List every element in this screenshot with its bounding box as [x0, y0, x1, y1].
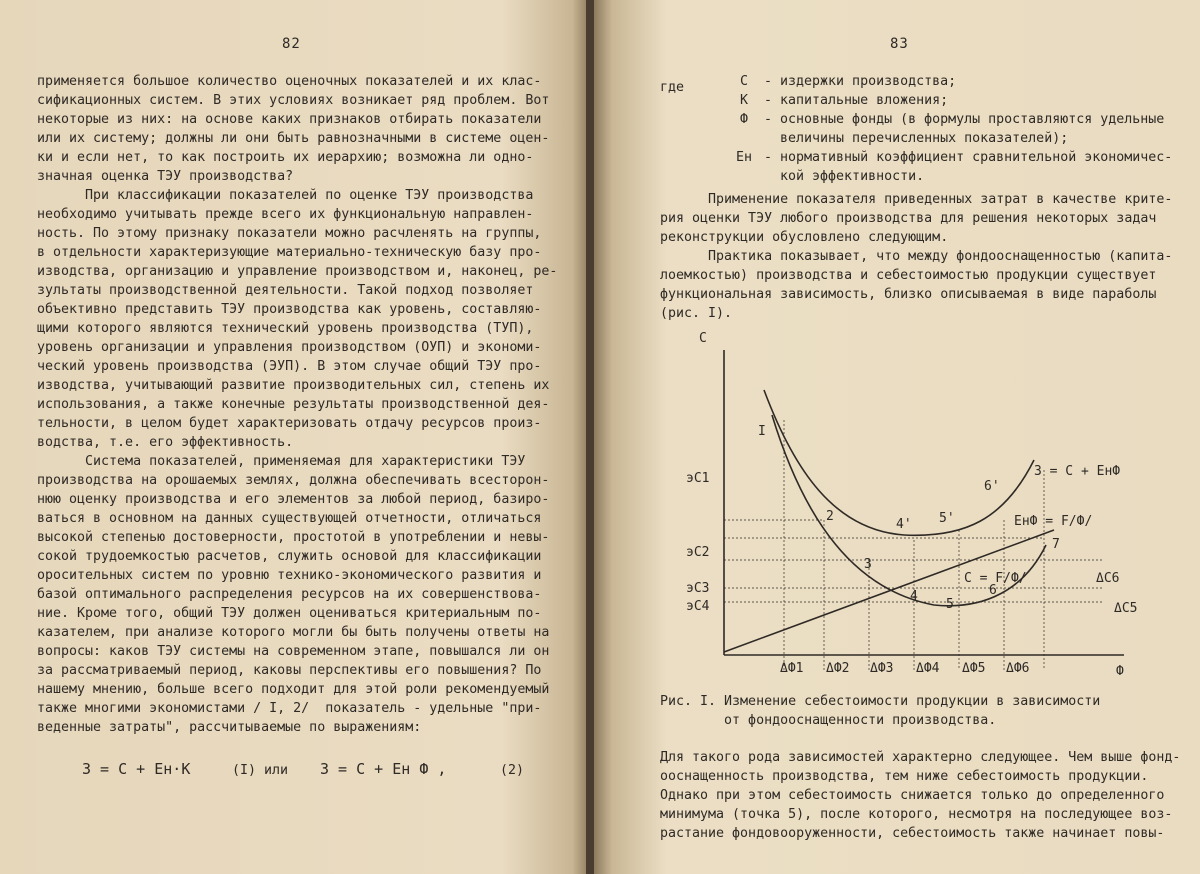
text-line: ческий уровень производства (ЭУП). В этом случае общий ТЭУ про-	[37, 359, 542, 374]
where-word: где	[660, 80, 685, 95]
point-1: I	[758, 424, 766, 439]
text-line: от фондооснащенности производства.	[660, 713, 997, 728]
figure-cost-curve	[684, 320, 1164, 690]
tick-c2: эС2	[686, 545, 710, 560]
point-3: 3	[864, 557, 872, 572]
left-page	[0, 0, 590, 874]
text-line: тельности, в целом будет характеризовать отдачу ресурсов произ-	[37, 416, 542, 431]
definition-text: - издержки производства;	[764, 74, 957, 89]
tick-c3: эС3	[686, 581, 710, 596]
text-line: некоторые из них: на основе каких признаков отбирать показатели	[37, 112, 542, 127]
cost-curve-label: С = F/Ф/	[964, 571, 1027, 586]
tick-df3: ΔФ3	[870, 661, 894, 676]
text-line: изводства, организацию и управление производством и, наконец, ре-	[37, 264, 558, 279]
page-number: 83	[890, 36, 909, 52]
text-line: использования, а также конечные результаты производственной дея-	[37, 397, 550, 412]
definition-row	[724, 91, 1172, 110]
definition-symbol: С	[739, 74, 748, 89]
y-axis-label: С	[699, 331, 707, 346]
text-line: оросительных систем по уровню технико-экономического развития и	[37, 568, 542, 583]
text-line: казателем, при анализе которого могли бы быть получены ответы на	[37, 625, 550, 640]
text-line: также многими экономистами / I, 2/ показатель - удельные "при-	[37, 701, 542, 716]
page-number: 82	[282, 36, 301, 52]
text-line: Рис. I. Изменение себестоимости продукции в зависимости	[660, 694, 1101, 709]
tick-dc6: ΔС6	[1096, 571, 1120, 586]
text-line: зультаты производственной деятельности. Такой подход позволяет	[37, 283, 534, 298]
definition-row	[724, 129, 1172, 148]
definition-text: величины перечисленных показателей);	[764, 131, 1069, 146]
text-line: (рис. I).	[660, 306, 733, 321]
text-line: сификационных систем. В этих условиях возникает ряд проблем. Вот	[37, 93, 550, 108]
total-curve-label: З = С + ЕнФ	[1034, 464, 1121, 479]
left-page-body	[37, 72, 557, 737]
point-7: 7	[1052, 537, 1060, 552]
definition-row	[724, 148, 1172, 167]
tick-df5: ΔФ5	[962, 661, 986, 676]
text-line: Система показателей, применяемая для характеристики ТЭУ	[37, 454, 526, 469]
point-4-prime: 4'	[896, 517, 912, 532]
paragraph-2	[660, 748, 1180, 843]
text-line: ки и если нет, то как построить их иерархию; возможна ли одно-	[37, 150, 534, 165]
x-axis-label: Ф	[1116, 664, 1124, 679]
tick-df1: ΔФ1	[780, 661, 804, 676]
point-4: 4	[910, 589, 918, 604]
definition-text: - основные фонды (в формулы проставляются удельные	[764, 112, 1165, 127]
total-curve	[764, 390, 1034, 535]
text-line: ние. Кроме того, общий ТЭУ должен оцениваться критериальным по-	[37, 606, 542, 621]
text-line: водства, т.е. его эффективность.	[37, 435, 294, 450]
definition-row	[724, 167, 1172, 186]
point-5: 5	[946, 597, 954, 612]
text-line: в отдельности характеризующие материально-техническую базу про-	[37, 245, 542, 260]
text-line: реконструкции обусловлено следующим.	[660, 230, 949, 245]
definition-symbol	[724, 129, 764, 148]
text-line: функциональная зависимость, близко описываемая в виде параболы	[660, 287, 1157, 302]
text-line: базой оптимального распределения ресурсов на их совершенствова-	[37, 587, 542, 602]
linear-label: ЕнФ = F/Ф/	[1014, 514, 1093, 529]
definition-text: - нормативный коэффициент сравнительной экономичес-	[764, 150, 1173, 165]
text-line: щими которого являются технический уровень производства (ТУП),	[37, 321, 534, 336]
text-line: рия оценки ТЭУ любого производства для решения некоторых задач	[660, 211, 1157, 226]
formula-1: З = С + Ен·К	[82, 760, 191, 778]
tick-df4: ΔФ4	[916, 661, 940, 676]
text-line: применяется большое количество оценочных показателей и их клас-	[37, 74, 542, 89]
definitions-list	[724, 72, 1172, 186]
text-line: изводства, учитывающий развитие производительных сил, степень их	[37, 378, 550, 393]
tick-df2: ΔФ2	[826, 661, 850, 676]
tick-c1: эС1	[686, 471, 710, 486]
point-5-prime: 5'	[939, 511, 955, 526]
definition-text: кой эффективности.	[764, 169, 925, 184]
text-line: ваться в основном на данных существующей отчетности, отличаться	[37, 511, 542, 526]
text-line: нашему мнению, больше всего подходит для этой роли рекомендуемый	[37, 682, 550, 697]
text-line: Однако при этом себестоимость снижается только до определенного	[660, 788, 1165, 803]
point-2: 2	[826, 509, 834, 524]
text-line: объективно представить ТЭУ производства как уровень, составляю-	[37, 302, 542, 317]
text-line: растание фондовооруженности, себестоимость также начинает повы-	[660, 826, 1165, 841]
text-line: нюю оценку производства и его элементов за любой период, базиро-	[37, 492, 550, 507]
text-line: лоемкостью) производства и себестоимостью продукции существует	[660, 268, 1157, 283]
definition-row	[724, 110, 1172, 129]
point-6: 6	[989, 583, 997, 598]
text-line: уровень организации и управления производством (ОУП) и экономи-	[37, 340, 542, 355]
figure-caption	[660, 692, 1100, 730]
tick-dc5: ΔС5	[1114, 601, 1138, 616]
text-line: высокой степенью достоверности, простотой в употреблении и невы-	[37, 530, 550, 545]
text-line: или их систему; должны ли они быть равнозначными в системе оцен-	[37, 131, 550, 146]
text-line: за рассматриваемый период, каковы перспективы его повышения? По	[37, 663, 542, 678]
text-line: вопросы: каков ТЭУ системы на современном этапе, повышался ли он	[37, 644, 550, 659]
text-line: необходимо учитывать прежде всего их функциональную направлен-	[37, 207, 534, 222]
definition-text: - капитальные вложения;	[764, 93, 949, 108]
point-6-prime: 6'	[984, 479, 1000, 494]
formula-2: З = С + Ен Ф ,	[320, 760, 447, 778]
text-line: Практика показывает, что между фондооснащенностью (капита-	[660, 249, 1173, 264]
text-line: сокой трудоемкостью расчетов, служить основой для классификации	[37, 549, 542, 564]
tick-c4: эС4	[686, 599, 710, 614]
text-line: ооснащенность производства, тем ниже себестоимость продукции.	[660, 769, 1149, 784]
definition-symbol: К	[739, 93, 748, 108]
paragraph-1	[660, 190, 1172, 323]
formula-2-number: (2)	[500, 763, 525, 778]
definition-row	[724, 72, 1172, 91]
text-line: ность. По этому признаку показатели можно расчленять на группы,	[37, 226, 542, 241]
right-page	[594, 0, 1200, 874]
definition-symbol: Ен	[735, 150, 752, 165]
tick-df6: ΔФ6	[1006, 661, 1030, 676]
definition-symbol: Ф	[739, 112, 748, 127]
text-line: веденные затраты", рассчитываемые по выражениям:	[37, 720, 422, 735]
definition-symbol	[724, 167, 764, 186]
formula-1-number: (I) или	[232, 763, 289, 778]
text-line: Применение показателя приведенных затрат в качестве крите-	[660, 192, 1173, 207]
text-line: При классификации показателей по оценке ТЭУ производства	[37, 188, 534, 203]
text-line: Для такого рода зависимостей характерно следующее. Чем выше фонд-	[660, 750, 1181, 765]
text-line: минимума (точка 5), после которого, несмотря на последующее воз-	[660, 807, 1173, 822]
text-line: производства на орошаемых землях, должна обеспечивать всесторон-	[37, 473, 550, 488]
text-line: значная оценка ТЭУ производства?	[37, 169, 294, 184]
